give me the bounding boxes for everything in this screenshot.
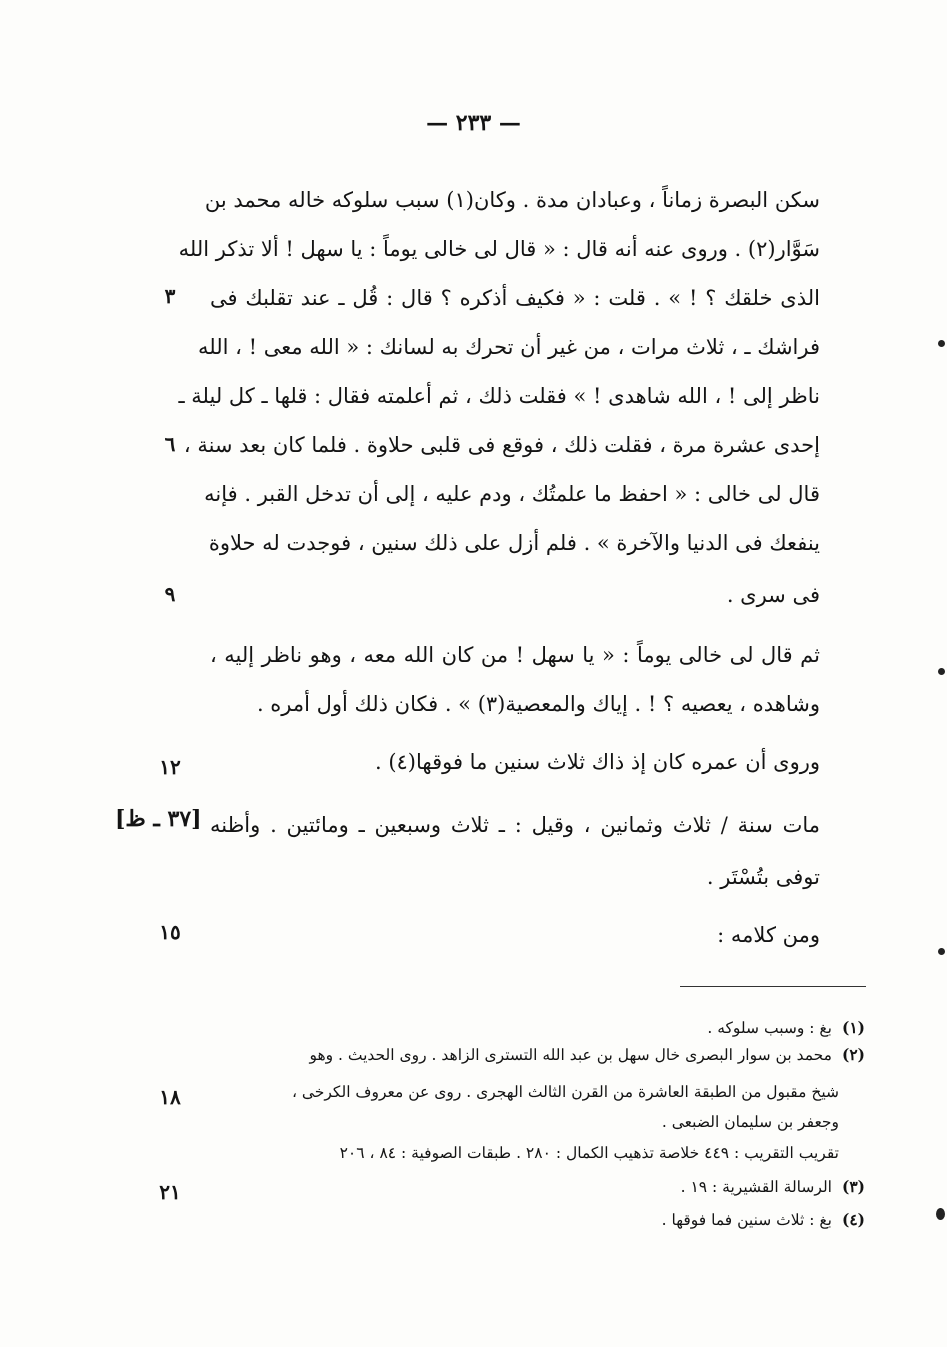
footnote-divider (680, 986, 866, 987)
body-line-3: الذى خلقك ؟ ! » . قلت : « فكيف أذكره ؟ قال : قُل ـ عند تقلبك فى (210, 286, 820, 310)
body-line-2: سَوَّار(٢) . وروى عنه أنه قال : « قال لى خالى يوماً : يا سهل ! ألا تذكر الله (178, 237, 820, 261)
line-number-18: ١٨ (159, 1085, 181, 1109)
footnote-text: الرسالة القشيرية : ١٩ . (680, 1178, 832, 1196)
footnote-2-cont-2: وجعفر بن سليمان الضبعى . (661, 1113, 839, 1131)
body-line-9: فى سرى . (726, 583, 820, 607)
footnote-text: بغ : وسبب سلوكه . (707, 1019, 832, 1037)
footnote-3 (205, 1176, 865, 1198)
body-line-1: سكن البصرة زماناً ، وعبادان مدة . وكان(١) سبب سلوكه خاله محمد بن (204, 188, 820, 212)
body-line-14: توفى بتُسْتَر . (706, 865, 820, 889)
body-line-5: ناظر إلى ! ، الله شاهدى ! » فقلت ذلك ، ثم أعلمته فقال : قلها ـ كل ليلة ـ (178, 384, 820, 408)
body-line-10: ثم قال لى خالى يوماً : « يا سهل ! من كان الله معه ، وهو ناظر إليه ، (210, 643, 820, 667)
footnote-4 (205, 1209, 865, 1231)
line-number-9: ٩ (164, 582, 176, 606)
footnote-number: (١) (841, 1018, 865, 1037)
line-number-6: ٦ (164, 432, 176, 456)
page-number: — ٢٣٣ — (426, 110, 521, 136)
footnote-text: محمد بن سوار البصرى خال سهل بن عبد الله التسترى الزاهد . روى الحديث . وهو (309, 1046, 832, 1064)
scan-speck (936, 1208, 945, 1220)
footnote-1 (205, 1017, 865, 1039)
line-number-3: ٣ (164, 284, 176, 308)
body-line-8: ينفعك فى الدنيا والآخرة » . فلم أزل على ذلك سنين ، فوجدت له حلاوة (208, 531, 820, 555)
line-number-12: ١٢ (159, 755, 181, 779)
scan-speck (938, 668, 945, 675)
body-line-4: فراشك ـ ، ثلاث مرات ، من غير أن تحرك به لسانك : « الله معى ! ، الله (198, 335, 820, 359)
line-number-21: ٢١ (159, 1180, 181, 1204)
footnote-text: بغ : ثلاث سنين فما فوقها . (661, 1211, 832, 1229)
body-line-6: إحدى عشرة مرة ، فقلت ذلك ، فوقع فى قلبى حلاوة . فلما كان بعد سنة ، (183, 433, 820, 457)
footnote-2-cont-3: تقريب التقريب : ٤٤٩ خلاصة تذهيب الكمال : ٢٨٠ . طبقات الصوفية : ٨٤ ، ٢٠٦ (339, 1144, 839, 1162)
body-line-13: مات سنة / ثلاث وثمانين ، وقيل : ـ ثلاث وسبعين ـ ومائتين . وأظنه (210, 813, 820, 837)
footnote-2 (205, 1044, 865, 1066)
scan-speck (938, 948, 945, 955)
body-line-11: وشاهده ، يعصيه ؟ ! . إياك والمعصية(٣) » . فكان ذلك أول أمره . (256, 692, 820, 716)
scan-speck (938, 340, 945, 347)
footnote-2-cont-1: شيخ مقبول من الطبقة العاشرة من القرن الثالث الهجرى . روى عن معروف الكرخى ، (291, 1083, 839, 1101)
footnote-number: (٣) (841, 1177, 865, 1196)
body-line-15: ومن كلامه : (717, 923, 820, 947)
footnote-number: (٤) (841, 1210, 865, 1229)
line-number-15: ١٥ (159, 920, 181, 944)
body-line-12: وروى أن عمره كان إذ ذاك ثلاث سنين ما فوقها(٤) . (374, 750, 820, 774)
body-line-7: قال لى خالى : « احفظ ما علمتُك ، ودم عليه ، إلى أن تدخل القبر . فإنه (204, 482, 820, 506)
footnote-number: (٢) (841, 1045, 865, 1064)
folio-marker: [٣٧ ـ ظ] (115, 806, 202, 832)
